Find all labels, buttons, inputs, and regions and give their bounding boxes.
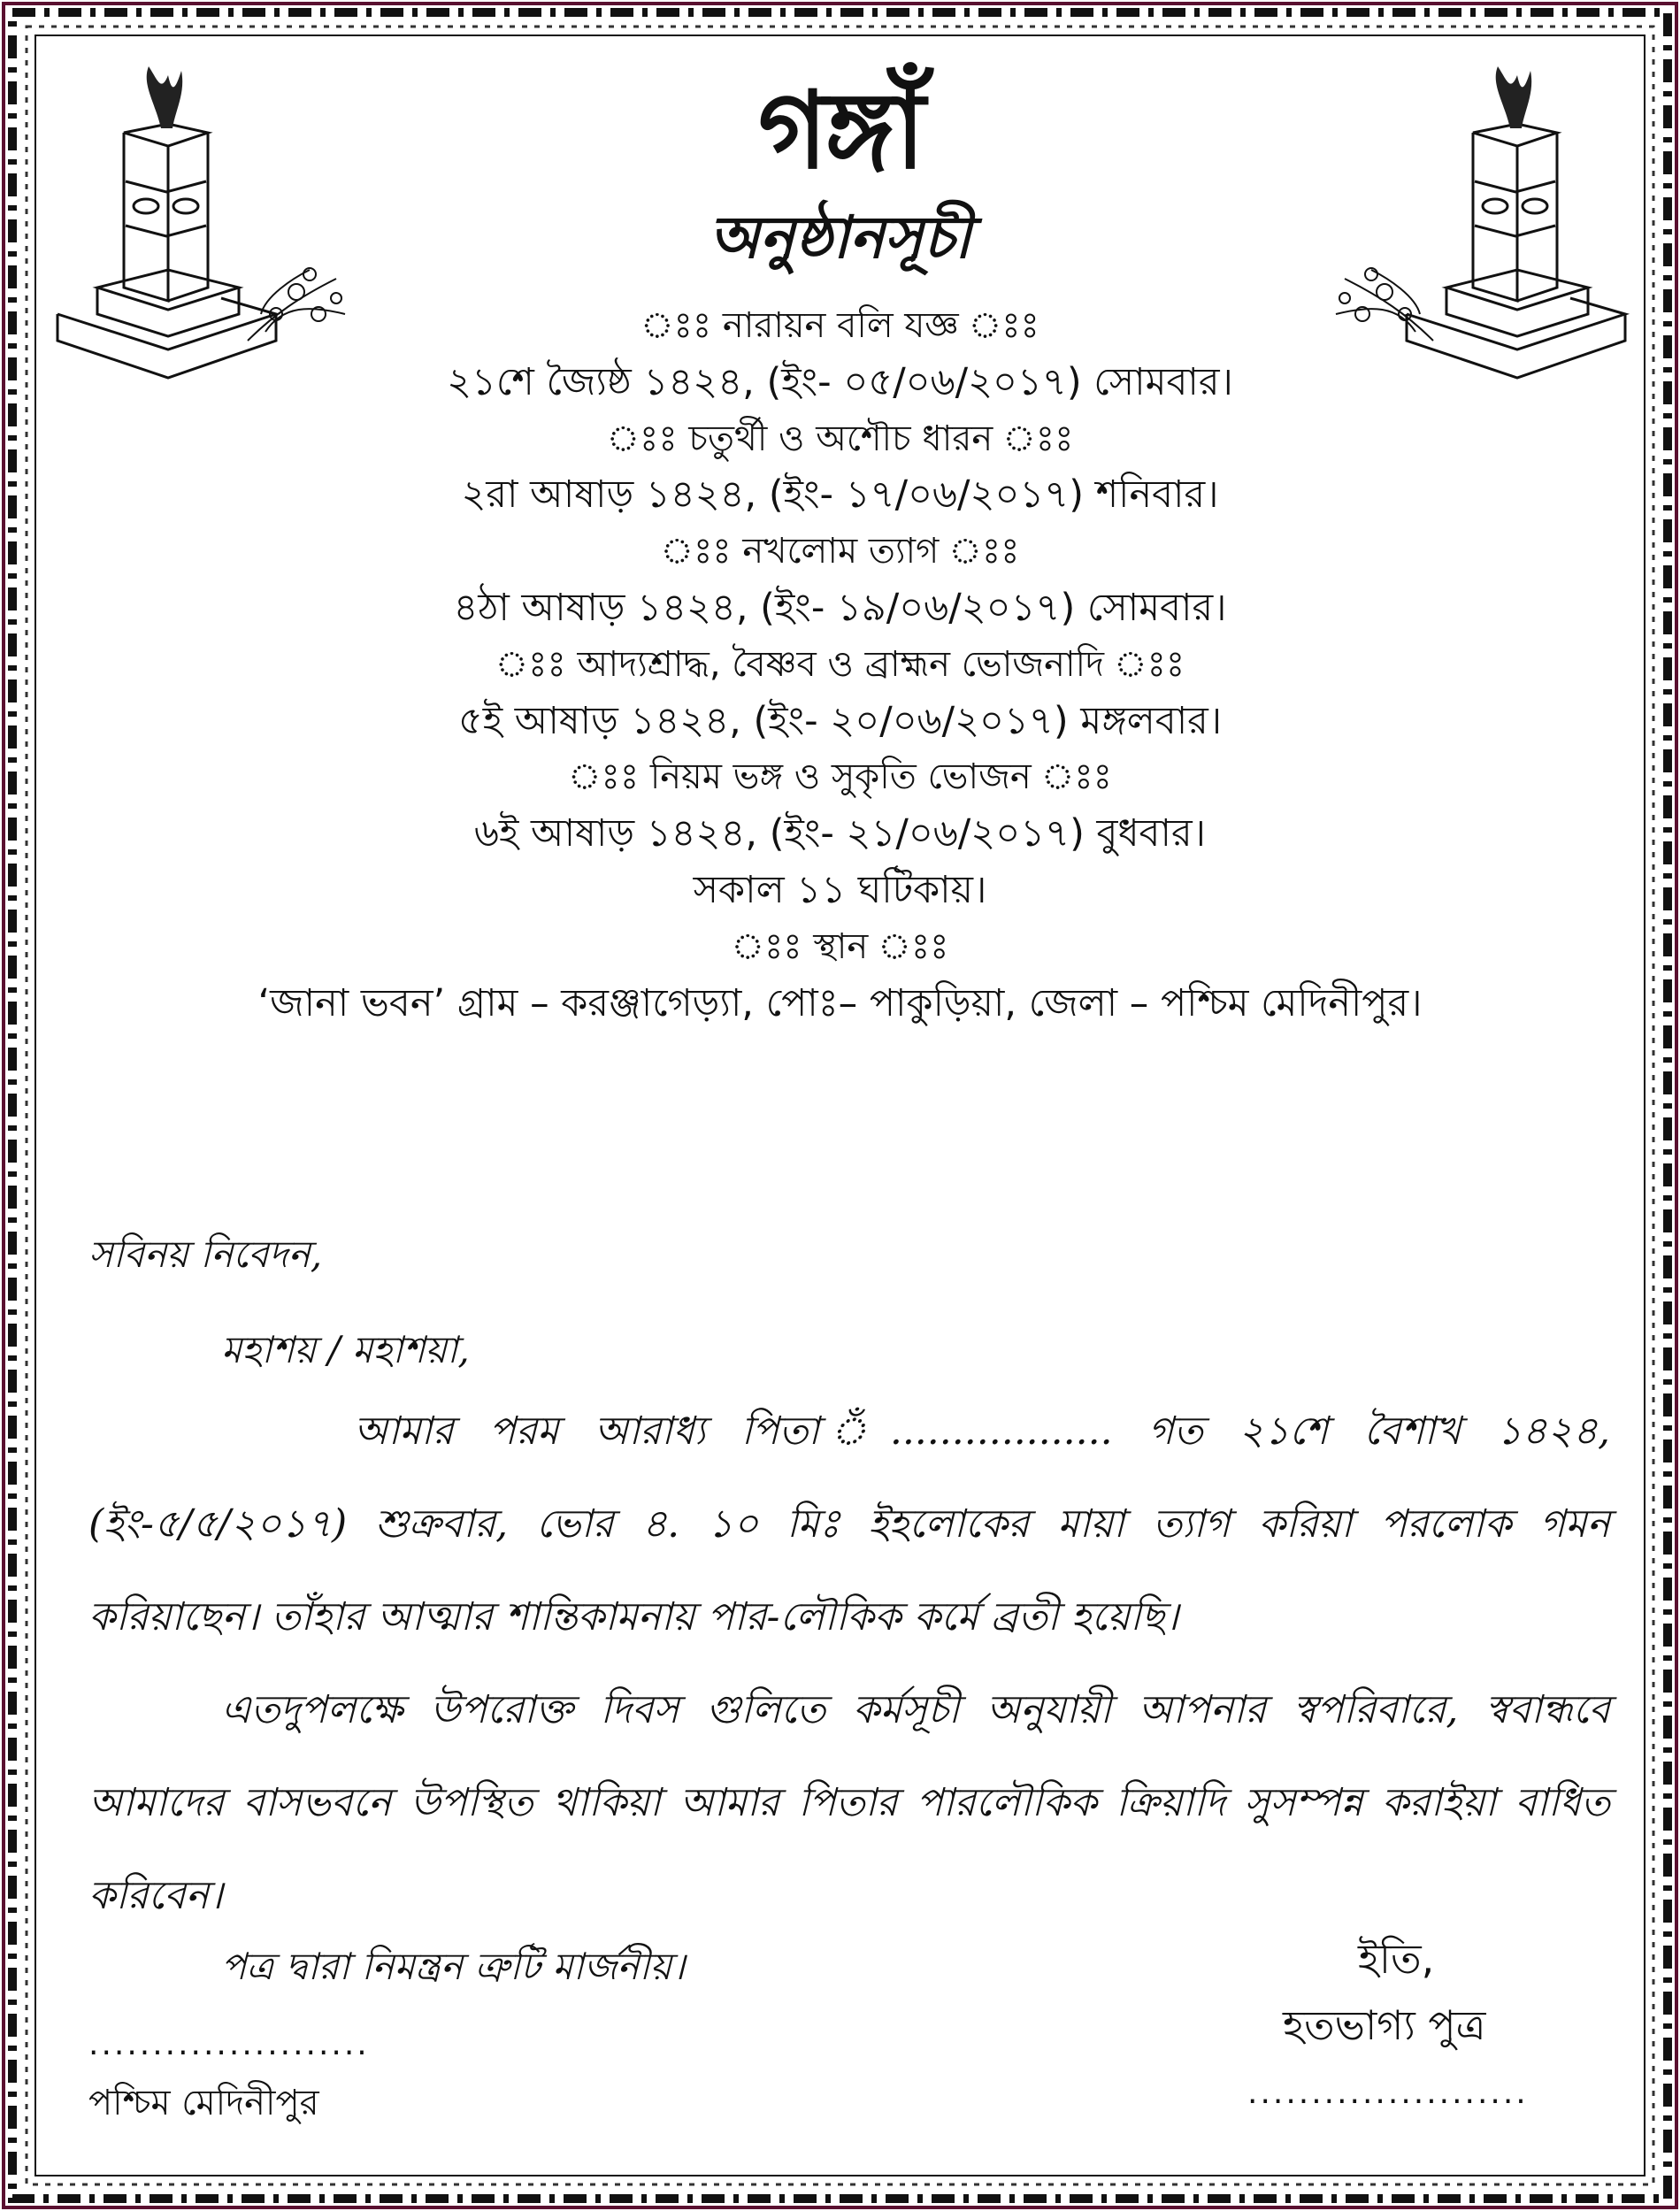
event-date: ২১শে জ্যৈষ্ঠ ১৪২৪, (ইং- ০৫/০৬/২০১৭) সোমবার। — [447, 359, 1233, 404]
venue-address: ‘জানা ভবন’ গ্রাম – করঞ্জাগেড়্যা, পোঃ– পাকুড়িয়া, জেলা – পশ্চিম মেদিনীপুর। — [257, 980, 1423, 1025]
sender-place: পশ্চিম মেদিনীপুর — [88, 2083, 319, 2123]
letter-greeting: সবিনয় নিবেদন, — [88, 1232, 323, 1276]
program-heading: অনুষ্ঠানসূচী — [709, 203, 971, 272]
event-title: ঃঃ নারায়ন বলি যজ্ঞ ঃঃ — [641, 305, 1039, 346]
invocation-title: গঙ্গাঁ — [757, 68, 923, 193]
event-time: সকাল ১১ ঘটিকায়। — [693, 867, 987, 912]
letter-apology: পত্র দ্বারা নিমন্ত্রন ত্রুটি মার্জনীয়। — [221, 1945, 686, 1988]
letter-paragraph-1: আমার পরম আরাধ্য পিতা ঁ.................. গত ২১শে বৈশাখ ১৪২৪, (ইং-৫/৫/২০১৭) শুক্রবার, ভোর ৪. ১০ মিঃ ইহলোকের মায়া ত্যাগ করিয়া পরলোক গমন করিয়াছেন। তাঁহার আত্মার শান্তিকামনায় পার-লৌকিক কর্মে ব্রতী হয়েছি। — [88, 1409, 1610, 1639]
event-title: ঃঃ আদ্যশ্রাদ্ধ, বৈষ্ণব ও ব্রাহ্মন ভোজনাদি ঃঃ — [495, 643, 1185, 685]
event-date: ৪ঠা আষাড় ১৪২৪, (ইং- ১৯/০৬/২০১৭) সোমবার। — [453, 585, 1227, 630]
event-title: ঃঃ নখলোম ত্যাগ ঃঃ — [660, 531, 1020, 572]
letter-paragraph-2: এতদুপলক্ষে উপরোক্ত দিবস গুলিতে কর্মসূচী অনুযায়ী আপনার স্বপরিবারে, স্ববান্ধবে আমাদের বাসভবনে উপস্থিত থাকিয়া আমার পিতার পারলৌকিক ক্রিয়াদি সুসম্পন্ন করাইয়া বাধিত করিবেন। — [88, 1687, 1610, 1918]
sender-name-blank: ...................... — [88, 2026, 370, 2062]
signoff-iti: ইতি, — [1358, 1935, 1435, 1983]
signer-title: হতভাগ্য পুত্র — [1283, 2001, 1486, 2049]
event-schedule — [0, 298, 1680, 1032]
event-date: ৬ই আষাড় ১৪২৪, (ইং- ২১/০৬/২০১৭) বুধবার। — [474, 811, 1206, 856]
venue-heading: ঃঃ স্থান ঃঃ — [731, 925, 949, 967]
event-date: ২রা আষাড় ১৪২৪, (ইং- ১৭/০৬/২০১৭) শনিবার। — [461, 472, 1219, 518]
event-date: ৫ই আষাড় ১৪২৪, (ইং- ২০/০৬/২০১৭) মঙ্গলবার। — [457, 698, 1223, 743]
signer-name-blank: ...................... — [1247, 2075, 1529, 2111]
event-title: ঃঃ নিয়ম ভঙ্গ ও সুকৃতি ভোজন ঃঃ — [568, 756, 1112, 798]
letter-salutation: মহাশয় / মহাশয়া, — [221, 1328, 470, 1371]
event-title: ঃঃ চতুর্থী ও অশৌচ ধারন ঃঃ — [606, 418, 1074, 459]
